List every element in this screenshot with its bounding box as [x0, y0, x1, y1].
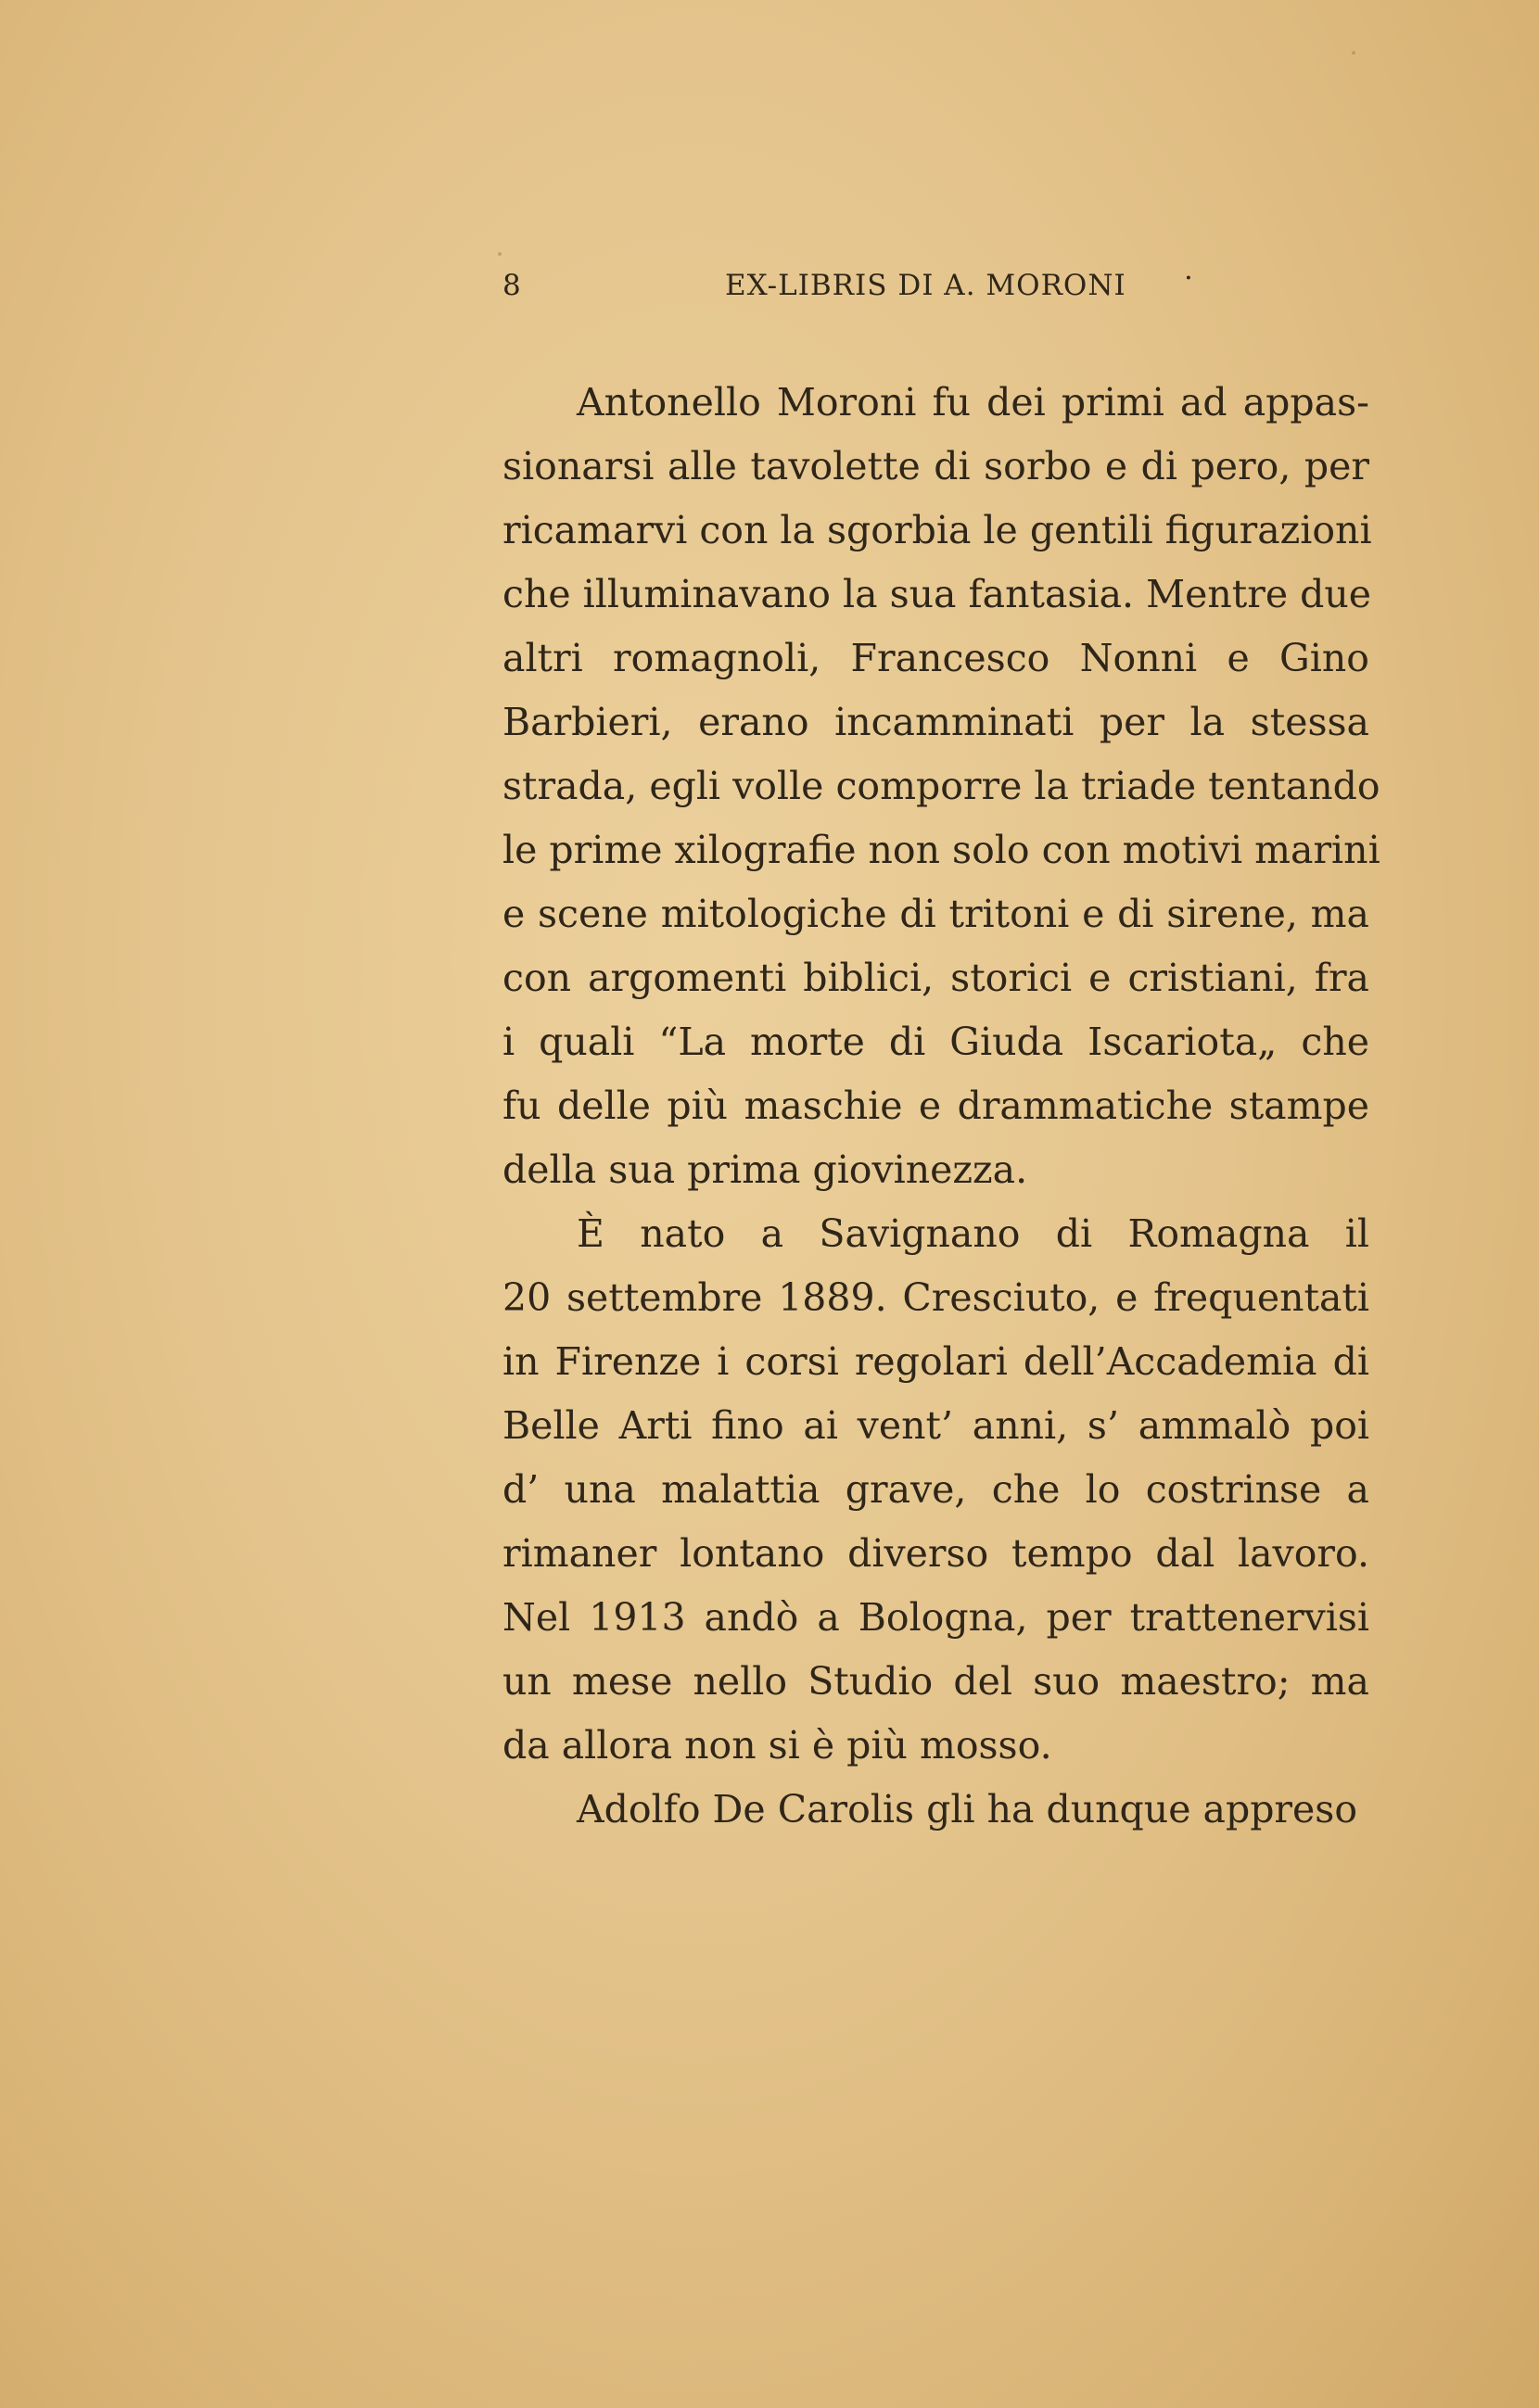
paragraph: [502, 1778, 1369, 1842]
text-line: le prime xilografie non solo con motivi marini: [502, 828, 1380, 872]
text-line: altri romagnoli, Francesco Nonni e Gino: [502, 636, 1369, 680]
paper-speck: [498, 252, 502, 256]
paper-speck: [1352, 51, 1355, 55]
text-line: sionarsi alle tavolette di sorbo e di pero, per: [502, 444, 1369, 488]
paragraph: [502, 371, 1380, 1202]
text-line: i quali “La morte di Giuda Iscariota„ che: [502, 1020, 1369, 1064]
header-mark: ·: [1184, 261, 1194, 295]
text-line: È nato a Savignano di Romagna il: [577, 1211, 1369, 1256]
body-text: [502, 371, 1380, 1842]
running-header: [502, 261, 1374, 315]
running-title: EX-LIBRIS DI A. MORONI: [725, 269, 1126, 302]
text-line: un mese nello Studio del suo maestro; ma: [502, 1659, 1369, 1704]
text-line: 20 settembre 1889. Cresciuto, e frequentati: [502, 1275, 1369, 1320]
text-line: Belle Arti fino ai vent’ anni, s’ ammalò poi: [502, 1403, 1369, 1448]
text-line: della sua prima giovinezza.: [502, 1147, 1028, 1192]
text-line: Adolfo De Carolis gli ha dunque appreso: [577, 1787, 1358, 1831]
text-line: con argomenti biblici, storici e cristiani, fra: [502, 956, 1369, 1000]
text-line: Antonello Moroni fu dei primi ad appas-: [577, 380, 1369, 425]
text-line: fu delle più maschie e drammatiche stampe: [502, 1084, 1369, 1128]
text-line: strada, egli volle comporre la triade tentando: [502, 764, 1380, 808]
text-line: rimaner lontano diverso tempo dal lavoro.: [502, 1531, 1369, 1576]
text-line: Barbieri, erano incamminati per la stessa: [502, 700, 1369, 744]
text-line: che illuminavano la sua fantasia. Mentre due: [502, 572, 1372, 616]
text-line: e scene mitologiche di tritoni e di sirene, ma: [502, 892, 1369, 936]
page-number: 8: [502, 269, 522, 302]
paragraph: [502, 1202, 1369, 1778]
text-line: ricamarvi con la sgorbia le gentili figurazioni: [502, 508, 1372, 552]
text-line: d’ una malattia grave, che lo costrinse a: [502, 1467, 1369, 1512]
text-line: in Firenze i corsi regolari dell’Accademia di: [502, 1339, 1369, 1384]
text-line: Nel 1913 andò a Bologna, per trattenervisi: [502, 1595, 1369, 1640]
text-line: da allora non si è più mosso.: [502, 1723, 1052, 1768]
